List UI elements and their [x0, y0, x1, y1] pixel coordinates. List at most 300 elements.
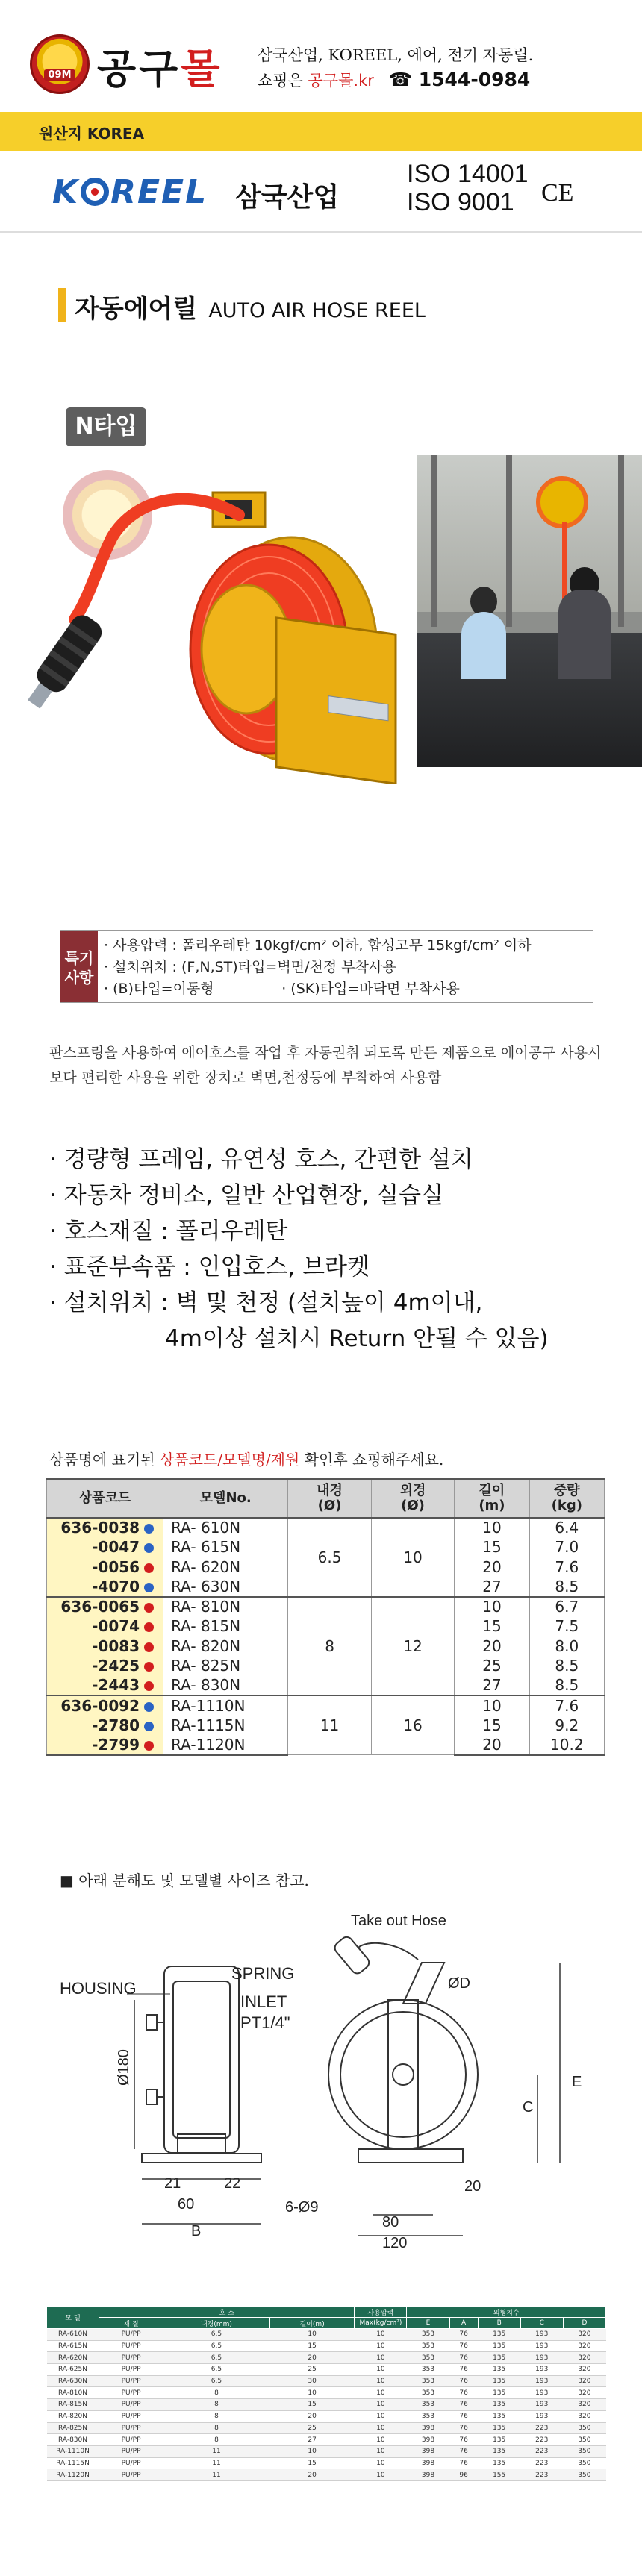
size-cell: 11 [163, 2457, 270, 2469]
bullet-item: · 표준부속품 : 인입호스, 브라켓 [49, 1254, 370, 1281]
spec-weight: 7.6 [529, 1557, 604, 1578]
product-title [58, 288, 426, 322]
size-cell: 135 [478, 2375, 520, 2387]
label-80: 80 [382, 2214, 399, 2230]
spec-code: -0056 [47, 1557, 163, 1578]
size-cell: 10 [355, 2422, 407, 2434]
size-cell: RA-810N [47, 2387, 99, 2399]
size-cell: 10 [269, 2387, 355, 2399]
size-cell: 10 [355, 2340, 407, 2352]
front-hose-guide [403, 1963, 444, 2004]
size-cell: RA-820N [47, 2410, 99, 2422]
spec-weight: 6.7 [529, 1597, 604, 1617]
size-cell: PU/PP [99, 2387, 163, 2399]
label-housing: HOUSING [60, 1979, 137, 1998]
size-cell: 353 [407, 2364, 449, 2376]
size-cell: 76 [449, 2445, 478, 2457]
size-cell: 155 [478, 2469, 520, 2481]
spec-inner: 8 [288, 1597, 371, 1696]
size-cell: 20 [269, 2352, 355, 2364]
size-header-len: 길이(m) [269, 2318, 355, 2329]
label-20: 20 [464, 2178, 482, 2195]
size-row [47, 2340, 606, 2352]
spec-code: -0083 [47, 1636, 163, 1657]
note-line-types: · (B)타입=이동형 · (SK)타입=바닥면 부착사용 [104, 981, 460, 997]
size-header-pressure: 사용압력 [355, 2307, 407, 2318]
stock-dot-icon [144, 1563, 154, 1573]
bullet-item: · 설치위치 : 벽 및 천정 (설치높이 4m이내, [49, 1289, 483, 1316]
size-cell: 350 [563, 2469, 605, 2481]
spec-code: 636-0092 [47, 1695, 163, 1716]
size-cell: 398 [407, 2422, 449, 2434]
size-cell: 320 [563, 2399, 605, 2411]
size-cell: RA-1115N [47, 2457, 99, 2469]
size-row [47, 2387, 606, 2399]
spec-header-code: 상품코드 [47, 1479, 163, 1518]
size-cell: 27 [269, 2434, 355, 2446]
size-cell: 20 [269, 2410, 355, 2422]
size-cell: 11 [163, 2445, 270, 2457]
size-cell: 320 [563, 2340, 605, 2352]
size-cell: 15 [269, 2399, 355, 2411]
size-cell: PU/PP [99, 2364, 163, 2376]
size-cell: 135 [478, 2364, 520, 2376]
size-cell: 350 [563, 2422, 605, 2434]
size-cell: 76 [449, 2434, 478, 2446]
label-phi-d: ØD [448, 1975, 470, 1992]
size-cell: 135 [478, 2434, 520, 2446]
stock-dot-icon [144, 1543, 154, 1553]
size-cell: 10 [355, 2364, 407, 2376]
size-cell: 10 [355, 2434, 407, 2446]
size-table [46, 2306, 606, 2481]
size-cell: 10 [355, 2445, 407, 2457]
size-cell: 353 [407, 2399, 449, 2411]
spec-header-inner: 내경 (Ø) [288, 1479, 371, 1518]
stock-dot-icon [144, 1662, 154, 1672]
size-header-max: Max(kg/cm²) [355, 2318, 407, 2329]
size-cell: 76 [449, 2375, 478, 2387]
bullet-item: · 자동차 정비소, 일반 산업현장, 실습실 [49, 1182, 444, 1209]
size-cell: 135 [478, 2329, 520, 2341]
size-header-dimensions: 외형치수 [407, 2307, 606, 2318]
spec-weight: 7.6 [529, 1695, 604, 1716]
size-cell: 398 [407, 2434, 449, 2446]
spec-length: 10 [455, 1695, 529, 1716]
label-take-out: Take out Hose [351, 1913, 446, 1929]
spec-length: 27 [455, 1676, 529, 1696]
brand-left: 공구 [97, 46, 181, 93]
size-cell: PU/PP [99, 2469, 163, 2481]
phone-number: ☎ 1544-0984 [388, 69, 531, 90]
label-60: 60 [178, 2196, 195, 2213]
spec-outer: 16 [371, 1695, 454, 1755]
size-cell: 223 [520, 2445, 563, 2457]
size-cell: 10 [355, 2387, 407, 2399]
spec-header-length: 길이 (m) [455, 1479, 529, 1518]
stock-dot-icon [144, 1702, 154, 1712]
spec-code: -2425 [47, 1656, 163, 1676]
size-cell: 8 [163, 2410, 270, 2422]
size-row [47, 2364, 606, 2376]
size-cell: RA-830N [47, 2434, 99, 2446]
spec-row [47, 1518, 605, 1538]
feature-bullets [49, 1142, 549, 1357]
maker-bar [0, 151, 642, 233]
size-cell: 223 [520, 2469, 563, 2481]
spec-length: 25 [455, 1656, 529, 1676]
stock-dot-icon [144, 1603, 154, 1613]
size-cell: 6.5 [163, 2340, 270, 2352]
size-header-model: 모 델 [47, 2307, 99, 2329]
exploded-drawing [45, 1910, 612, 2269]
size-header-e: E [407, 2318, 449, 2329]
size-cell: 223 [520, 2422, 563, 2434]
brand-right: 몰 [181, 46, 223, 93]
size-row [47, 2410, 606, 2422]
label-inlet: INLET [240, 1992, 287, 2011]
size-cell: 76 [449, 2457, 478, 2469]
label-pt: PT1/4" [240, 2013, 290, 2032]
spec-model: RA-1110N [163, 1695, 288, 1716]
size-cell: 320 [563, 2410, 605, 2422]
spec-code: -4070 [47, 1577, 163, 1597]
label-spring: SPRING [231, 1964, 295, 1983]
stock-dot-icon [144, 1622, 154, 1632]
size-cell: RA-620N [47, 2352, 99, 2364]
size-cell: 10 [269, 2445, 355, 2457]
spec-table [46, 1478, 605, 1756]
size-cell: PU/PP [99, 2375, 163, 2387]
size-cell: 135 [478, 2457, 520, 2469]
iso-certifications [407, 160, 529, 216]
spec-model: RA-1115N [163, 1716, 288, 1736]
koreel-o-icon [81, 178, 109, 206]
store-subtitle: 삼국산업, KOREEL, 에어, 전기 자동릴. [258, 46, 534, 64]
spec-header-outer: 외경 (Ø) [371, 1479, 454, 1518]
size-cell: RA-1120N [47, 2469, 99, 2481]
size-cell: PU/PP [99, 2410, 163, 2422]
size-cell: 353 [407, 2375, 449, 2387]
size-cell: 193 [520, 2410, 563, 2422]
size-cell: 8 [163, 2399, 270, 2411]
spec-length: 27 [455, 1577, 529, 1597]
bullet-item: · 호스재질 : 폴리우레탄 [49, 1218, 288, 1245]
size-cell: 320 [563, 2364, 605, 2376]
label-22: 22 [224, 2175, 241, 2192]
size-cell: 223 [520, 2434, 563, 2446]
spec-inner: 6.5 [288, 1518, 371, 1597]
ce-mark: CE [541, 179, 574, 207]
shopping-note: 상품명에 표기된 상품코드/모델명/제원 확인후 쇼핑해주세요. [49, 1451, 444, 1469]
size-cell: 20 [269, 2469, 355, 2481]
size-row [47, 2445, 606, 2457]
size-cell: PU/PP [99, 2457, 163, 2469]
size-cell: PU/PP [99, 2329, 163, 2341]
spec-length: 20 [455, 1557, 529, 1578]
size-cell: 8 [163, 2422, 270, 2434]
size-header-id: 내경(mm) [163, 2318, 270, 2329]
size-cell: 6.5 [163, 2375, 270, 2387]
spec-code: 636-0038 [47, 1518, 163, 1538]
size-cell: 350 [563, 2457, 605, 2469]
logo-text: 09M [44, 69, 75, 81]
size-cell: 320 [563, 2329, 605, 2341]
size-cell: 135 [478, 2445, 520, 2457]
size-cell: 398 [407, 2445, 449, 2457]
size-cell: RA-630N [47, 2375, 99, 2387]
size-header-d: D [563, 2318, 605, 2329]
size-cell: 353 [407, 2410, 449, 2422]
spec-length: 10 [455, 1518, 529, 1538]
spec-length: 20 [455, 1735, 529, 1755]
size-cell: 320 [563, 2387, 605, 2399]
size-cell: 193 [520, 2399, 563, 2411]
spec-weight: 9.2 [529, 1716, 604, 1736]
size-cell: 76 [449, 2387, 478, 2399]
size-cell: 10 [355, 2410, 407, 2422]
side-housing [164, 1966, 239, 2153]
spec-header-model: 모델No. [163, 1479, 288, 1518]
size-cell: 76 [449, 2352, 478, 2364]
size-cell: 76 [449, 2410, 478, 2422]
size-cell: 353 [407, 2340, 449, 2352]
size-cell: 76 [449, 2364, 478, 2376]
size-cell: 25 [269, 2364, 355, 2376]
spec-weight: 7.5 [529, 1616, 604, 1636]
size-row [47, 2329, 606, 2341]
size-cell: 76 [449, 2340, 478, 2352]
size-cell: 193 [520, 2375, 563, 2387]
spec-code: -2799 [47, 1735, 163, 1755]
size-header-b: B [478, 2318, 520, 2329]
spec-code: -0047 [47, 1537, 163, 1557]
size-cell: 353 [407, 2387, 449, 2399]
size-cell: 193 [520, 2352, 563, 2364]
size-row [47, 2422, 606, 2434]
size-cell: RA-815N [47, 2399, 99, 2411]
spec-inner: 11 [288, 1695, 371, 1755]
front-drum [328, 2000, 478, 2149]
bullet-item: · 경량형 프레임, 유연성 호스, 간편한 설치 [49, 1146, 473, 1173]
size-cell: RA-825N [47, 2422, 99, 2434]
label-120: 120 [382, 2235, 408, 2251]
spec-row [47, 1597, 605, 1617]
spec-row [47, 1695, 605, 1716]
size-header-c: C [520, 2318, 563, 2329]
size-row [47, 2469, 606, 2481]
size-cell: 193 [520, 2387, 563, 2399]
store-brand[interactable] [97, 37, 223, 95]
size-cell: PU/PP [99, 2434, 163, 2446]
size-cell: 10 [269, 2329, 355, 2341]
store-contact [258, 69, 530, 91]
spec-weight: 8.5 [529, 1577, 604, 1597]
spec-code: -2443 [47, 1676, 163, 1696]
size-cell: 135 [478, 2399, 520, 2411]
origin-bar [0, 112, 642, 151]
special-notes-label: 특기사항 [60, 931, 98, 1002]
note-line-pressure: · 사용압력 : 폴리우레탄 10kgf/cm² 이하, 합성고무 15kgf/cm² 이하 [104, 937, 532, 954]
size-cell: 320 [563, 2352, 605, 2364]
spec-model: RA- 810N [163, 1597, 288, 1617]
product-title-ko: 자동에어릴 [75, 294, 198, 324]
size-row [47, 2375, 606, 2387]
stock-dot-icon [144, 1642, 154, 1652]
size-cell: 193 [520, 2364, 563, 2376]
spec-model: RA- 620N [163, 1557, 288, 1578]
size-cell: 350 [563, 2445, 605, 2457]
size-cell: 76 [449, 2422, 478, 2434]
spec-outer: 10 [371, 1518, 454, 1597]
size-cell: 6.5 [163, 2352, 270, 2364]
shopping-note-highlight: 상품코드/모델명/제원 [159, 1451, 300, 1469]
size-cell: 135 [478, 2410, 520, 2422]
size-cell: 10 [355, 2352, 407, 2364]
size-cell: 76 [449, 2399, 478, 2411]
spec-model: RA- 825N [163, 1656, 288, 1676]
spec-weight: 8.0 [529, 1636, 604, 1657]
size-header-a: A [449, 2318, 478, 2329]
size-header-material: 재 질 [99, 2318, 163, 2329]
size-cell: PU/PP [99, 2340, 163, 2352]
size-cell: 15 [269, 2340, 355, 2352]
company-name: 삼국산업 [235, 182, 340, 213]
bullet-item: 4m이상 설치시 Return 안될 수 있음) [165, 1325, 549, 1352]
size-row [47, 2399, 606, 2411]
size-cell: 10 [355, 2457, 407, 2469]
size-cell: 320 [563, 2375, 605, 2387]
spec-code: -0074 [47, 1616, 163, 1636]
note-line-install: · 설치위치 : (F,N,ST)타입=벽면/천정 부착사용 [104, 959, 396, 975]
size-cell: 353 [407, 2352, 449, 2364]
size-row [47, 2457, 606, 2469]
size-cell: PU/PP [99, 2445, 163, 2457]
stock-dot-icon [144, 1681, 154, 1691]
size-cell: 11 [163, 2469, 270, 2481]
spec-model: RA- 630N [163, 1577, 288, 1597]
size-cell: RA-610N [47, 2329, 99, 2341]
spec-length: 15 [455, 1537, 529, 1557]
spec-header-weight: 중량 (kg) [529, 1479, 604, 1518]
hose-reel-image [22, 470, 411, 784]
size-cell: RA-1110N [47, 2445, 99, 2457]
iso-9001: ISO 9001 [407, 188, 514, 216]
label-b: B [191, 2223, 202, 2239]
spec-code: 636-0065 [47, 1597, 163, 1617]
stock-dot-icon [144, 1524, 154, 1534]
label-holes: 6-Ø9 [285, 2199, 319, 2216]
spec-model: RA-1120N [163, 1735, 288, 1755]
store-header [0, 0, 642, 112]
spec-header-row [47, 1479, 605, 1518]
spec-model: RA- 815N [163, 1616, 288, 1636]
size-cell: 353 [407, 2329, 449, 2341]
size-cell: 25 [269, 2422, 355, 2434]
iso-14001: ISO 14001 [407, 160, 529, 188]
size-cell: 135 [478, 2422, 520, 2434]
spec-length: 10 [455, 1597, 529, 1617]
hose-coupler [22, 610, 106, 713]
size-row [47, 2434, 606, 2446]
size-cell: 135 [478, 2387, 520, 2399]
size-cell: PU/PP [99, 2399, 163, 2411]
size-header-hose: 호 스 [99, 2307, 355, 2318]
size-cell: RA-625N [47, 2364, 99, 2376]
product-description: 판스프링을 사용하여 에어호스를 작업 후 자동권취 되도록 만든 제품으로 에어공구 사용시 보다 편리한 사용을 위한 장치로 벽면,천정등에 부착하여 사용함 [49, 1045, 602, 1086]
spec-outer: 12 [371, 1597, 454, 1696]
size-cell: 135 [478, 2352, 520, 2364]
label-e: E [572, 2074, 582, 2090]
spec-weight: 10.2 [529, 1735, 604, 1755]
spec-weight: 6.4 [529, 1518, 604, 1538]
size-cell: PU/PP [99, 2422, 163, 2434]
size-cell: 6.5 [163, 2364, 270, 2376]
size-cell: 10 [355, 2375, 407, 2387]
origin-text: 원산지 KOREA [39, 125, 145, 143]
drawing-note: ■ 아래 분해도 및 모델별 사이즈 참고. [60, 1872, 309, 1889]
spec-model: RA- 615N [163, 1537, 288, 1557]
spec-weight: 8.5 [529, 1656, 604, 1676]
stock-dot-icon [144, 1741, 154, 1751]
spec-weight: 8.5 [529, 1676, 604, 1696]
spec-weight: 7.0 [529, 1537, 604, 1557]
spec-length: 15 [455, 1616, 529, 1636]
type-badge: N타입 [66, 407, 146, 446]
size-cell: 398 [407, 2469, 449, 2481]
spec-length: 20 [455, 1636, 529, 1657]
store-logo[interactable] [30, 34, 90, 94]
koreel-logo: K REEL [52, 173, 208, 211]
size-cell: 8 [163, 2387, 270, 2399]
size-cell: RA-615N [47, 2340, 99, 2352]
size-cell: 96 [449, 2469, 478, 2481]
size-cell: 193 [520, 2340, 563, 2352]
shop-prefix: 쇼핑은 [258, 72, 303, 90]
size-cell: 6.5 [163, 2329, 270, 2341]
product-title-en: AUTO AIR HOSE REEL [208, 299, 426, 322]
photo-reel [536, 476, 588, 528]
workshop-photo [417, 455, 642, 767]
label-c: C [523, 2099, 534, 2116]
spec-model: RA- 610N [163, 1518, 288, 1538]
size-cell: 76 [449, 2329, 478, 2341]
label-phi180: Ø180 [116, 2049, 132, 2086]
size-cell: 223 [520, 2457, 563, 2469]
size-cell: 350 [563, 2434, 605, 2446]
size-cell: PU/PP [99, 2352, 163, 2364]
size-cell: 10 [355, 2329, 407, 2341]
size-cell: 10 [355, 2399, 407, 2411]
shop-url-link[interactable]: 공구몰.kr [308, 72, 374, 90]
size-row [47, 2352, 606, 2364]
size-cell: 15 [269, 2457, 355, 2469]
spec-model: RA- 830N [163, 1676, 288, 1696]
size-cell: 8 [163, 2434, 270, 2446]
spec-code: -2780 [47, 1716, 163, 1736]
special-notes-box [60, 930, 593, 1003]
size-cell: 135 [478, 2340, 520, 2352]
stock-dot-icon [144, 1722, 154, 1731]
size-cell: 398 [407, 2457, 449, 2469]
size-cell: 193 [520, 2329, 563, 2341]
label-21: 21 [164, 2175, 181, 2192]
size-cell: 10 [355, 2469, 407, 2481]
size-cell: 30 [269, 2375, 355, 2387]
spec-model: RA- 820N [163, 1636, 288, 1657]
spec-length: 15 [455, 1716, 529, 1736]
stock-dot-icon [144, 1583, 154, 1592]
